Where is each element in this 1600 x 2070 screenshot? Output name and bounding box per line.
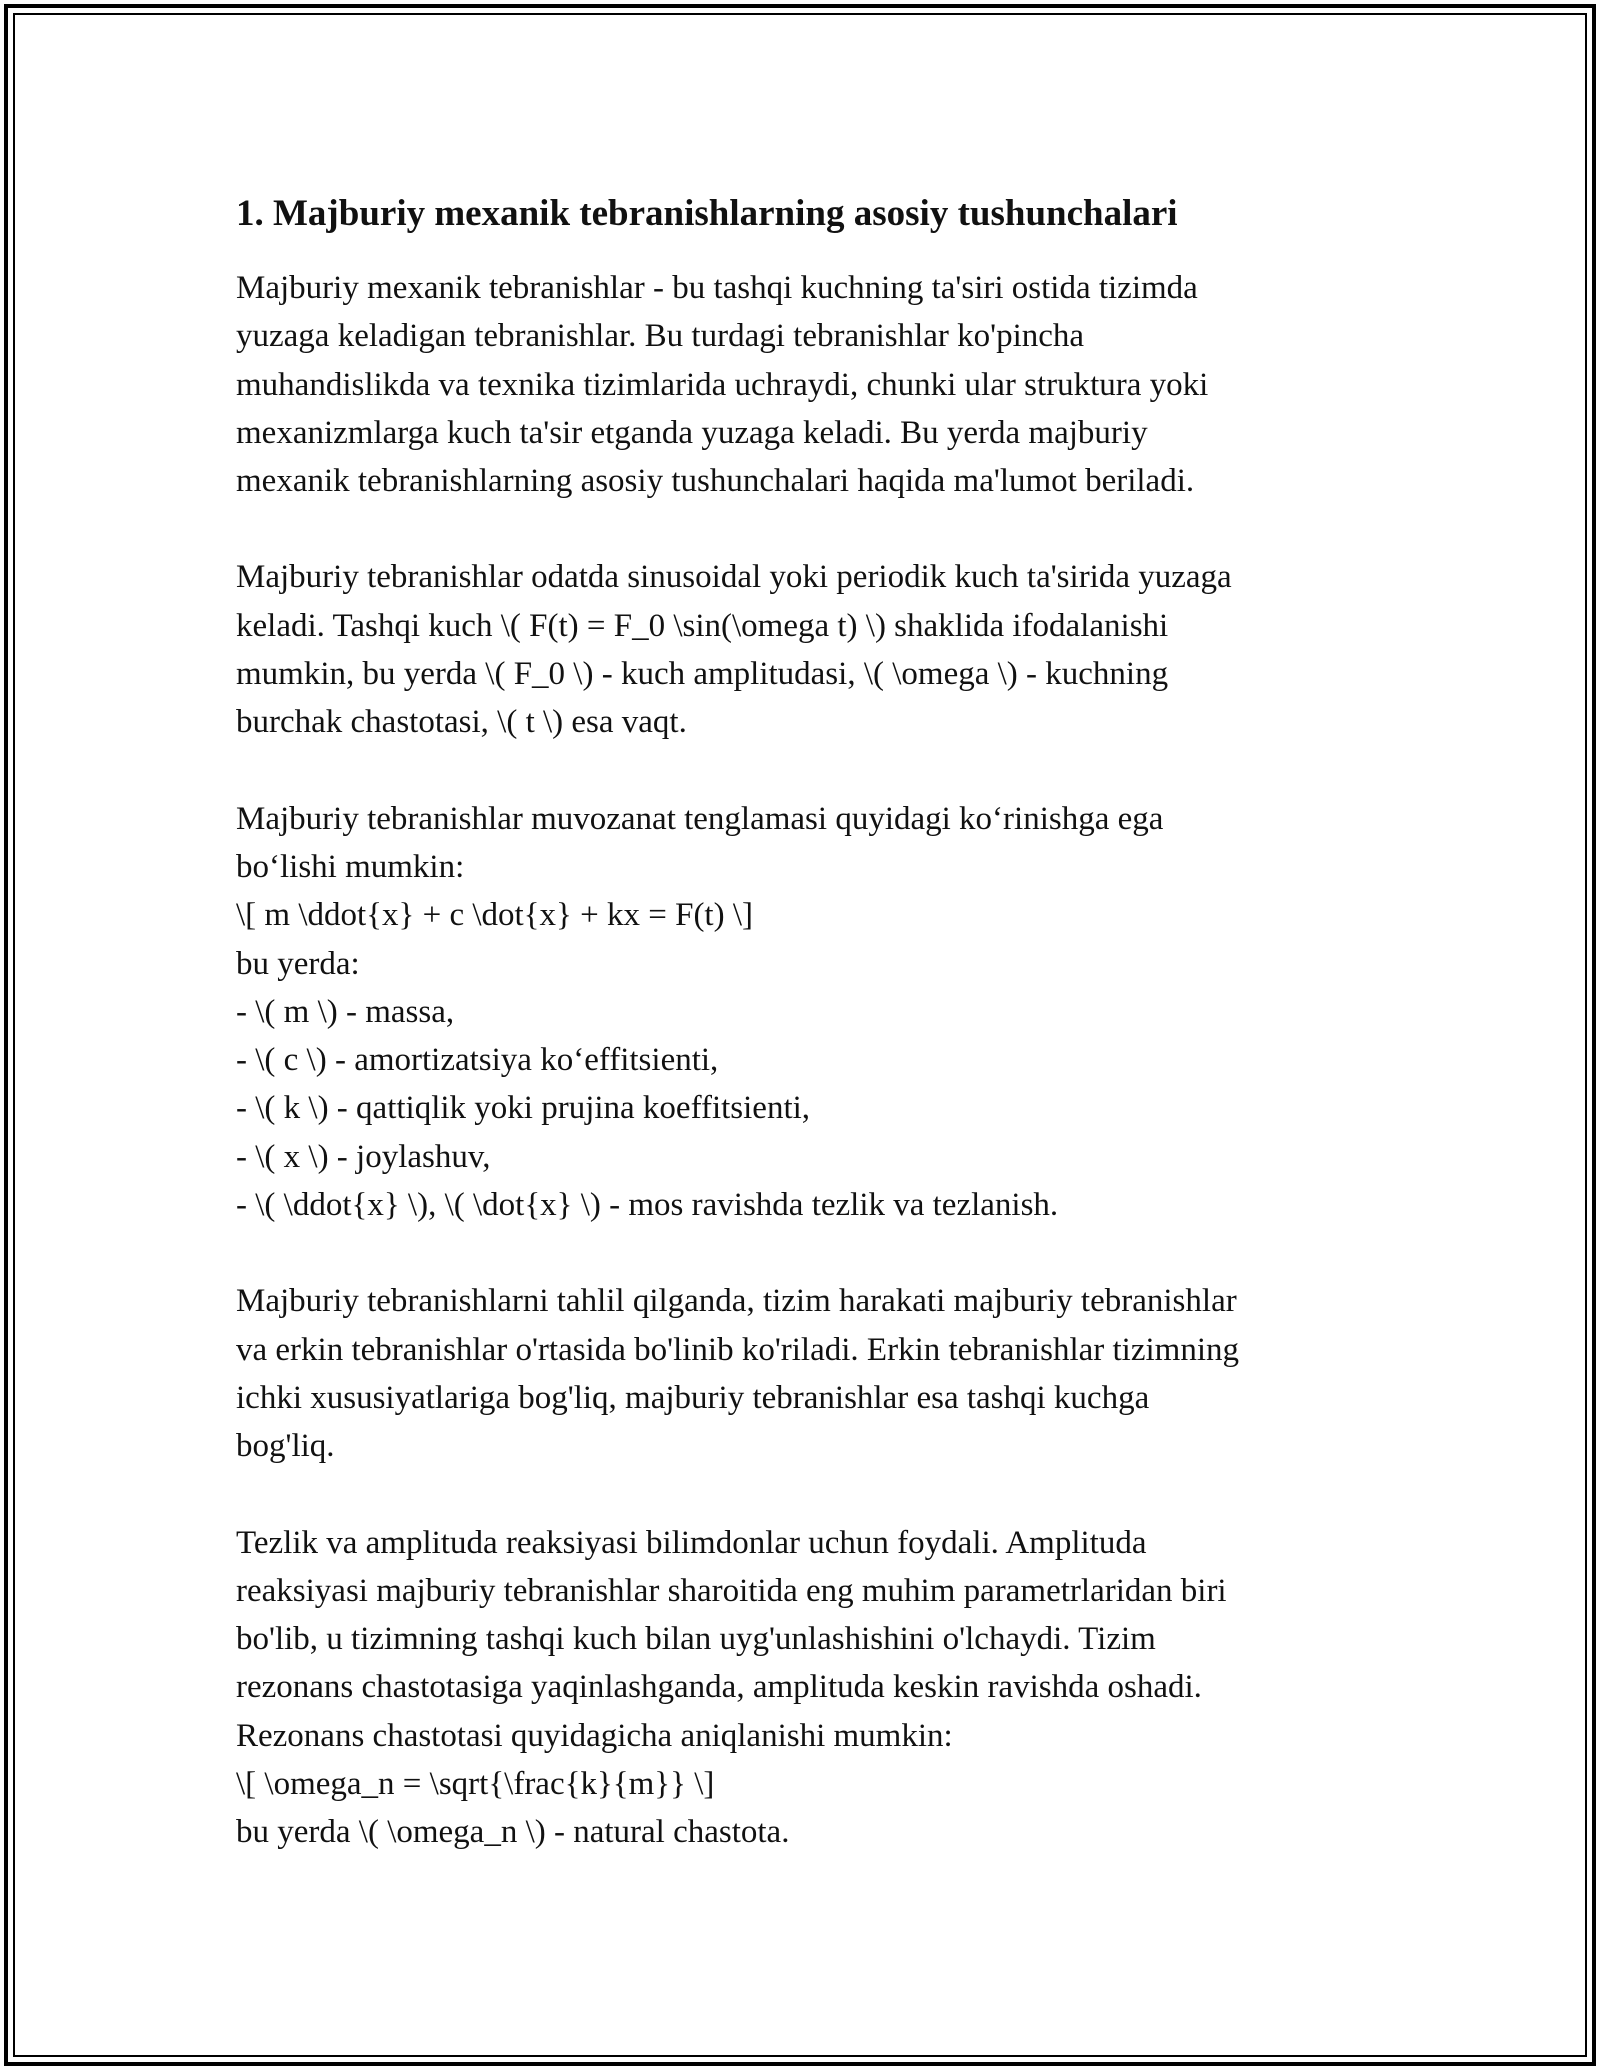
paragraph (236, 795, 1376, 1230)
text-line: rezonans chastotasiga yaqinlashganda, amplituda keskin ravishda oshadi. (236, 1669, 1202, 1706)
text-line: Majburiy mexanik tebranishlar - bu tashqi kuchning ta'siri ostida tizimda (236, 270, 1198, 306)
text-line: keladi. Tashqi kuch \( F(t) = F_0 \sin(\omega t) \) shaklida ifodalanishi (236, 607, 1169, 644)
text-line: va erkin tebranishlar o'rtasida bo'linib ko'riladi. Erkin tebranishlar tizimning (236, 1331, 1239, 1368)
text-line: - \( x \) - joylashuv, (236, 1138, 491, 1175)
text-line: mexanik tebranishlarning asosiy tushunchalari haqida ma'lumot beriladi. (236, 463, 1195, 500)
text-line: muhandislikda va texnika tizimlarida uchraydi, chunki ular struktura yoki (236, 366, 1209, 403)
text-line: bu yerda: (236, 945, 360, 982)
text-line: Rezonans chastotasi quyidagicha aniqlanishi mumkin: (236, 1717, 953, 1754)
text-line: mumkin, bu yerda \( F_0 \) - kuch amplitudasi, \( \omega \) - kuchning (236, 656, 1169, 693)
paragraph (236, 1277, 1376, 1470)
section-title: 1. Majburiy mexanik tebranishlarning asosiy tushunchalari (236, 193, 1178, 234)
text-line: bog'liq. (236, 1428, 335, 1465)
text-line: - \( c \) - amortizatsiya ko‘effitsienti, (236, 1042, 719, 1079)
text-line: yuzaga keladigan tebranishlar. Bu turdagi tebranishlar ko'pincha (236, 318, 1085, 355)
paragraph-list (236, 264, 1376, 1857)
text-line: \[ \omega_n = \sqrt{\frac{k}{m}} \] (236, 1766, 715, 1803)
text-line: Majburiy tebranishlarni tahlil qilganda, tizim harakati majburiy tebranishlar (236, 1283, 1237, 1320)
paragraph (236, 1519, 1376, 1857)
text-line: Majburiy tebranishlar muvozanat tenglamasi quyidagi ko‘rinishga ega (236, 800, 1164, 837)
text-line: \[ m \ddot{x} + c \dot{x} + kx = F(t) \] (236, 897, 753, 934)
text-line: - \( k \) - qattiqlik yoki prujina koeffitsienti, (236, 1090, 811, 1127)
text-line: mexanizmlarga kuch ta'sir etganda yuzaga keladi. Bu yerda majburiy (236, 414, 1148, 451)
paragraph (236, 553, 1376, 746)
text-line: - \( \ddot{x} \), \( \dot{x} \) - mos ravishda tezlik va tezlanish. (236, 1187, 1059, 1224)
text-line: - \( m \) - massa, (236, 993, 455, 1030)
text-line: bo'lib, u tizimning tashqi kuch bilan uyg'unlashishini o'lchaydi. Tizim (236, 1621, 1156, 1658)
text-line: ichki xususiyatlariga bog'liq, majburiy tebranishlar esa tashqi kuchga (236, 1379, 1150, 1416)
document-body (236, 188, 1376, 1857)
paragraph (236, 264, 1376, 505)
text-line: Tezlik va amplituda reaksiyasi bilimdonlar uchun foydali. Amplituda (236, 1524, 1147, 1561)
text-line: burchak chastotasi, \( t \) esa vaqt. (236, 704, 687, 741)
text-line: reaksiyasi majburiy tebranishlar sharoitida eng muhim parametrlaridan biri (236, 1572, 1227, 1609)
text-line: bo‘lishi mumkin: (236, 848, 465, 885)
text-line: bu yerda \( \omega_n \) - natural chastota. (236, 1814, 790, 1851)
text-line: Majburiy tebranishlar odatda sinusoidal yoki periodik kuch ta'sirida yuzaga (236, 559, 1232, 596)
